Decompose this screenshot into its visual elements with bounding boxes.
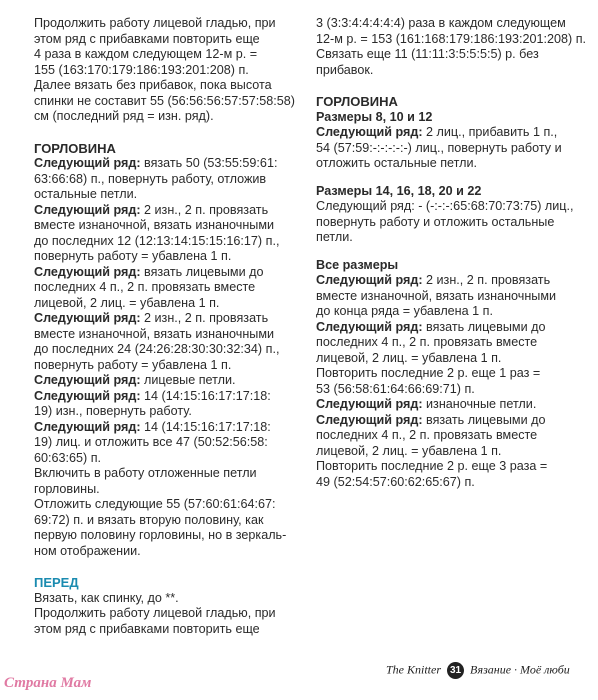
instruction-line: Повторить последние 2 р. еще 3 раза = [316,459,548,473]
instruction-line: повернуть работу = убавлена 1 п. [34,249,232,263]
instruction-line: 54 (57:59:-:-:-:-:-) лиц., повернуть работу и [316,140,562,155]
magazine-brand: The Knitter [386,662,442,677]
instruction-line: Следующий ряд: - (-:-:-:65:68:70:73:75) лиц., [316,199,574,213]
text-line: этом ряд с прибавками повторить еще [34,621,260,636]
instruction-line: Следующий ряд: вязать лицевыми до [34,264,264,279]
instruction-line: лицевой, 2 лиц. = убавлена 1 п. [316,350,502,365]
instruction-line: петли. [316,230,353,244]
instruction-line: Следующий ряд: 14 (14:15:16:17:17:18: [34,419,271,434]
instruction-line: лицевой, 2 лиц. = убавлена 1 п. [34,295,220,310]
text-line: Вязать, как спинку, до **. [34,590,179,605]
instruction-line: повернуть работу = убавлена 1 п. [34,357,232,372]
left-intro [34,16,306,125]
text-line: 69:72) п. и вязать вторую половину, как [34,512,264,527]
instruction-line: Повторить последние 2 р. еще 1 раз = [316,366,541,380]
text-line: Продолжить работу лицевой гладью, при [34,16,276,30]
instruction-line: последних 4 п., 2 п. провязать вместе [316,428,538,442]
text-line: см (последний ряд = изн. ряд). [34,109,214,123]
instruction-line: повернуть работу и отложить остальные [316,214,555,229]
text-line: 4 раза в каждом следующем 12-м р. = [34,47,258,61]
instruction-line: Следующий ряд: 14 (14:15:16:17:17:18: [34,388,271,403]
page-footer [386,662,570,679]
instruction-line: Следующий ряд: 2 изн., 2 п. провязать [316,273,551,287]
text-line: Связать еще 11 (11:11:3:5:5:5:5) р. без [316,47,539,61]
instruction-line: Следующий ряд: вязать 50 (53:55:59:61: [34,156,278,170]
instruction-line: Следующий ряд: 2 изн., 2 п. провязать [34,311,269,325]
text-line: Продолжить работу лицевой гладью, при [34,606,276,620]
instruction-line: остальные петли. [34,187,138,201]
text-line: 3 (3:3:4:4:4:4:4) раза в каждом следующем [316,16,566,30]
sizes-all-heading: Все размеры [316,257,399,272]
instruction-line: Следующий ряд: лицевые петли. [34,373,236,387]
instruction-line: Следующий ряд: вязать лицевыми до [316,412,546,427]
right-column [316,16,591,490]
neck-instructions [34,156,306,466]
instruction-line: вместе изнаночной, вязать изнаночными [34,218,275,232]
left-column [34,16,306,637]
instruction-line: последних 4 п., 2 п. провязать вместе [34,280,256,294]
instruction-line: 60:63:65) п. [34,450,102,465]
front-neck-heading: ГОРЛОВИНА [316,94,398,109]
sizes-a-heading: Размеры 8, 10 и 12 [316,109,433,124]
instruction-line: Следующий ряд: 2 лиц., прибавить 1 п., [316,125,558,139]
instruction-line: вместе изнаночной, вязать изнаночными [316,288,557,303]
text-line: этом ряд с прибавками повторить еще [34,31,260,46]
text-line: прибавок. [316,62,374,77]
instruction-line: отложить остальные петли. [316,156,477,170]
instruction-line: Следующий ряд: изнаночные петли. [316,397,537,411]
neck-heading: ГОРЛОВИНА [34,140,116,156]
site-watermark: Страна Мам [4,675,92,691]
instruction-line: Следующий ряд: вязать лицевыми до [316,319,546,334]
instruction-line: последних 4 п., 2 п. провязать вместе [316,335,538,349]
text-line: Отложить следующие 55 (57:60:61:64:67: [34,497,276,511]
text-line: Включить в работу отложенные петли [34,466,257,480]
right-intro [316,16,591,78]
text-line: горловины. [34,481,100,496]
instruction-line: Следующий ряд: 2 изн., 2 п. провязать [34,202,269,217]
text-line: первую половину горловины, но в зеркаль- [34,528,287,542]
page-number-badge: 31 [447,662,464,679]
text-line: Далее вязать без прибавок, пока высота [34,78,272,92]
footer-tagline: Вязание · Моё люби [470,662,570,677]
text-line: ном отображении. [34,543,141,558]
front-instructions [34,591,306,638]
instruction-line: 53 (56:58:61:64:66:69:71) п. [316,381,475,396]
front-heading: ПЕРЕД [34,575,79,590]
instruction-line: вместе изнаночной, вязать изнаночными [34,326,275,341]
instruction-line: 63:66:68) п., повернуть работу, отложив [34,171,267,186]
instruction-line: 19) лиц. и отложить все 47 (50:52:56:58: [34,435,268,449]
text-line: 155 (163:170:179:186:193:201:208) п. [34,62,249,77]
instruction-line: до последних 24 (24:26:28:30:30:32:34) п., [34,342,280,356]
sizes-b-heading: Размеры 14, 16, 18, 20 и 22 [316,183,482,198]
instruction-line: до последних 12 (12:13:14:15:15:16:17) п., [34,233,280,248]
text-line: 12-м р. = 153 (161:168:179:186:193:201:208) п. [316,31,587,46]
instruction-line: до конца ряда = убавлена 1 п. [316,304,493,318]
instruction-line: лицевой, 2 лиц. = убавлена 1 п. [316,443,502,458]
instruction-line: 49 (52:54:57:60:62:65:67) п. [316,474,475,489]
instruction-line: 19) изн., повернуть работу. [34,404,192,418]
neck-tail [34,466,306,559]
text-line: спинки не составит 55 (56:56:56:57:57:58:58) [34,93,295,108]
